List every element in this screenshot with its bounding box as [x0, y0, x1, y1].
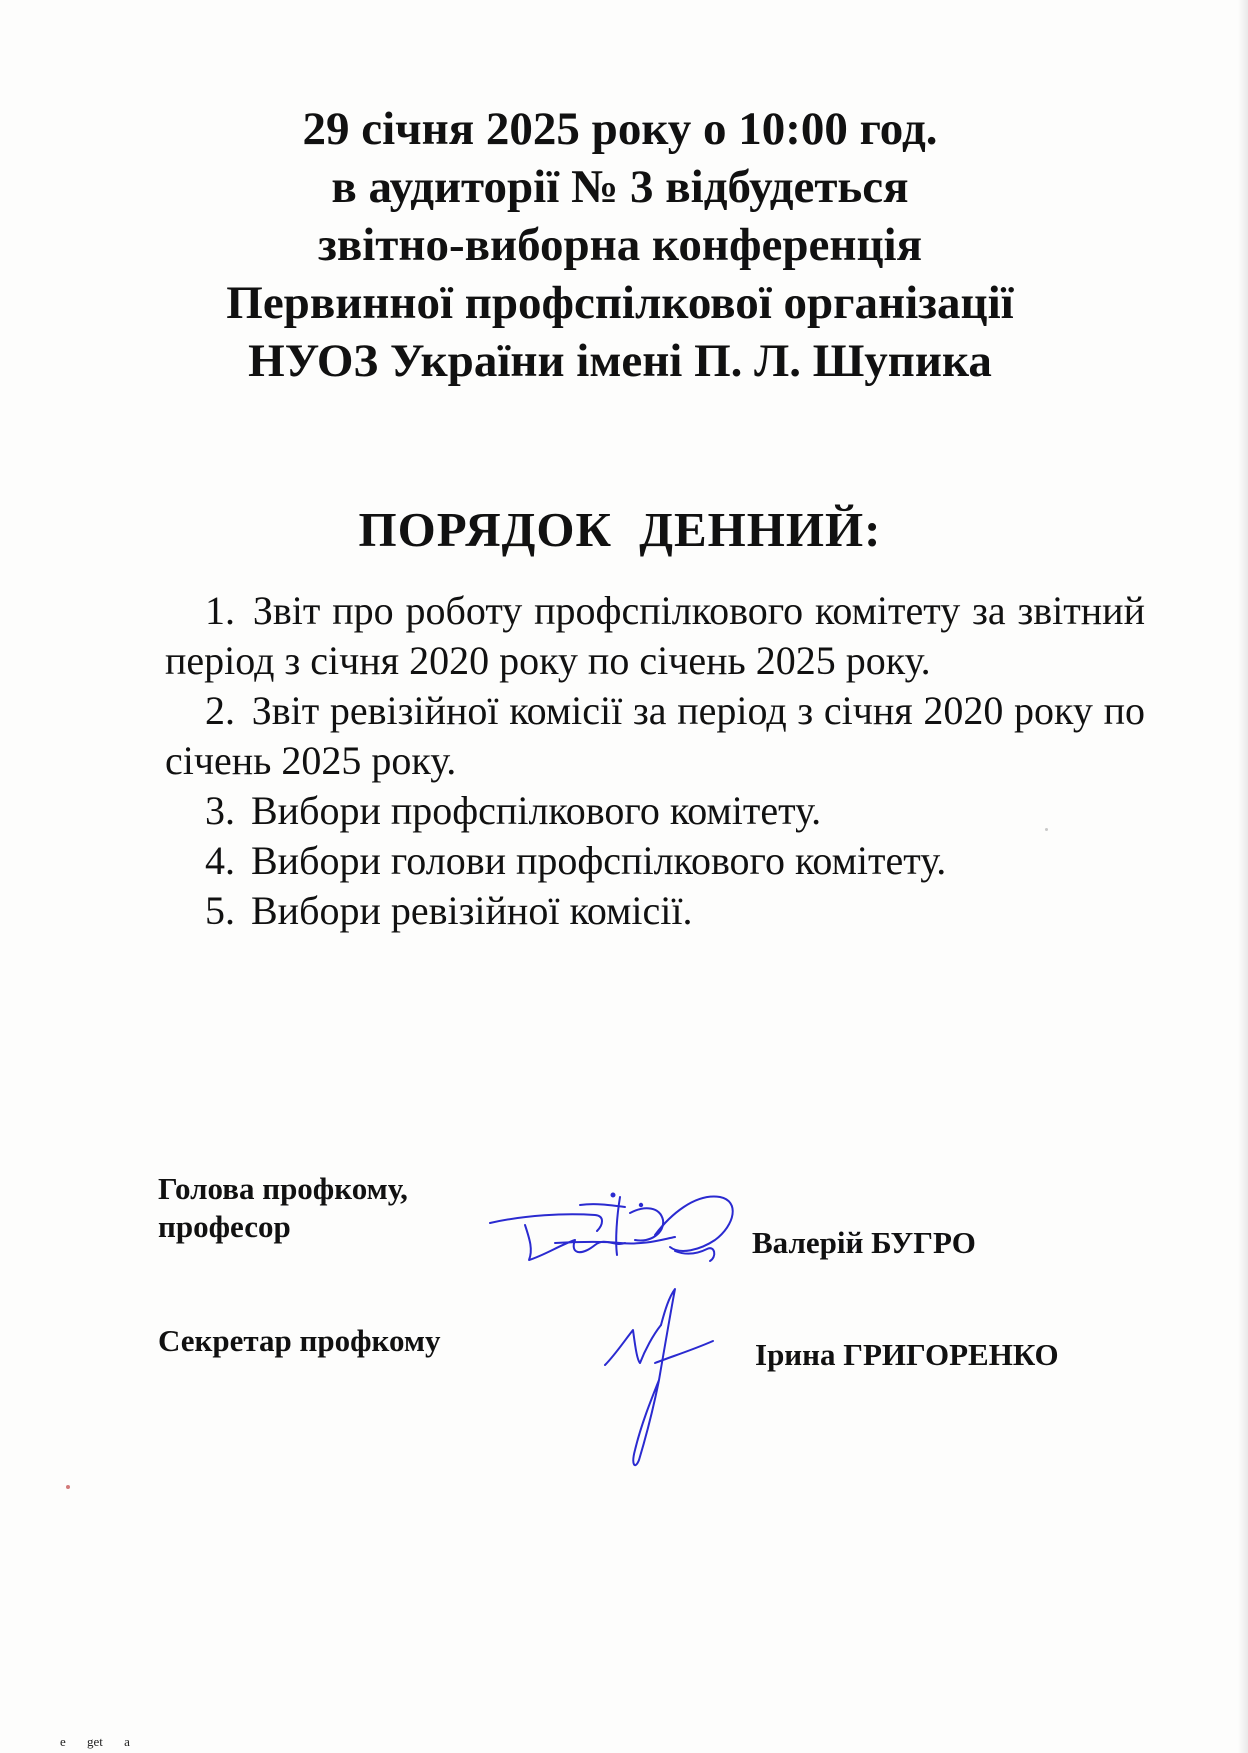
- agenda-item-text: Вибори голови профспілкового комітету.: [251, 838, 947, 883]
- agenda-item: [165, 686, 1145, 786]
- page-edge-shadow: [1238, 0, 1248, 1753]
- announcement-line-date: 29 січня 2025 року о 10:00 год.: [302, 103, 938, 155]
- red-speck: [66, 1485, 70, 1489]
- agenda-item: [165, 836, 1145, 886]
- agenda-item: [165, 886, 1145, 936]
- secretary-title: Секретар профкому: [158, 1323, 441, 1358]
- announcement-line-university: НУОЗ України імені П. Л. Шупика: [248, 335, 992, 387]
- agenda-item-number: 2.: [205, 688, 235, 733]
- agenda-item-number: 4.: [205, 838, 235, 883]
- chair-title-line2: професор: [158, 1209, 291, 1244]
- chair-name: Валерій БУГРО: [752, 1225, 976, 1260]
- secretary-signature: [595, 1285, 725, 1475]
- chair-title: [158, 1170, 408, 1246]
- agenda-item-text: Звіт ревізійної комісії за період з січня 2020 року по січень 2025 року.: [165, 688, 1145, 783]
- announcement-line-organization: Первинної профспілкової організації: [226, 277, 1014, 329]
- agenda-item: [165, 586, 1145, 686]
- chair-title-line1: Голова профкому,: [158, 1171, 408, 1206]
- announcement-line-event: звітно-виборна конференція: [317, 219, 923, 271]
- agenda-item-number: 1.: [205, 588, 235, 633]
- gray-speck: [1045, 828, 1048, 831]
- agenda-title: ПОРЯДОК ДЕННИЙ:: [358, 502, 882, 557]
- agenda-list: [165, 586, 1145, 936]
- secretary-name: Ірина ГРИГОРЕНКО: [755, 1337, 1059, 1372]
- announcement-heading: [120, 100, 1120, 390]
- agenda-item-number: 3.: [205, 788, 235, 833]
- chair-signature: [485, 1185, 785, 1285]
- footer-text: e get a: [60, 1734, 130, 1749]
- agenda-item-number: 5.: [205, 888, 235, 933]
- agenda-item: [165, 786, 1145, 836]
- agenda-item-text: Вибори профспілкового комітету.: [251, 788, 822, 833]
- announcement-line-location: в аудиторії № 3 відбудеться: [331, 161, 909, 213]
- agenda-item-text: Вибори ревізійної комісії.: [251, 888, 693, 933]
- agenda-item-text: Звіт про роботу профспілкового комітету за звітний період з січня 2020 року по січень 2025 року.: [165, 588, 1145, 683]
